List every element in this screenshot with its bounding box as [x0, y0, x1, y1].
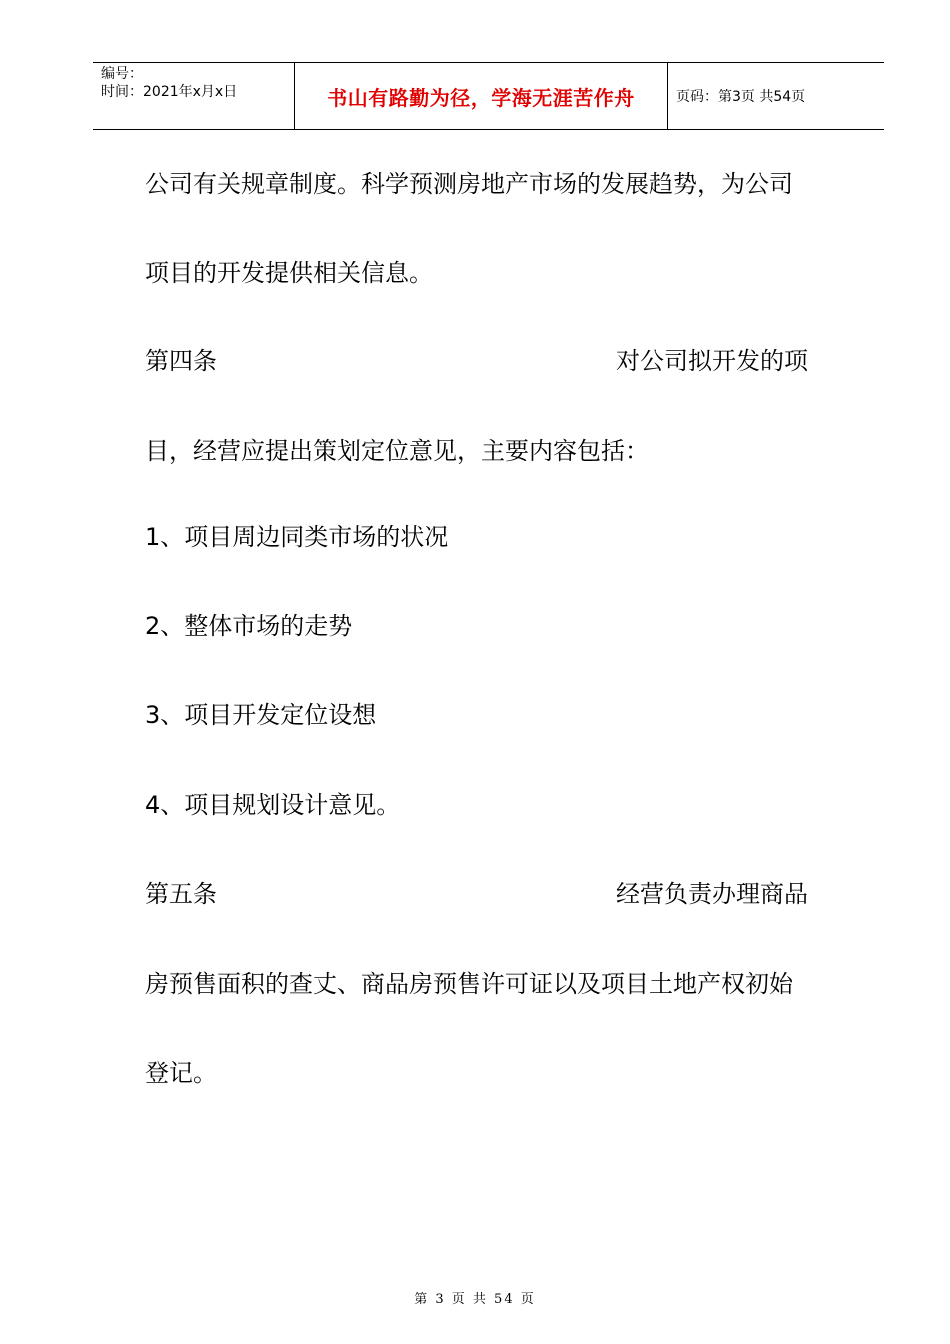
body-line: 房预售面积的查丈、商品房预售许可证以及项目土地产权初始 — [145, 970, 793, 998]
header-page-cell — [668, 63, 884, 129]
date-label: 时间：2021年x月x日 — [101, 84, 238, 100]
article-4-label: 第四条 — [145, 347, 217, 375]
page-info: 页码：第3页 共54页 — [676, 89, 806, 105]
body-line: 目，经营应提出策划定位意见，主要内容包括： — [145, 437, 649, 465]
body-line: 项目的开发提供相关信息。 — [145, 259, 433, 287]
list-item: 1、项目周边同类市场的状况 — [145, 523, 449, 551]
serial-number-label: 编号： — [101, 66, 143, 82]
document-header — [93, 62, 884, 130]
list-item: 4、项目规划设计意见。 — [145, 791, 401, 819]
article-4-text: 对公司拟开发的项 — [616, 347, 808, 375]
header-meta-cell — [93, 63, 295, 129]
list-item: 2、整体市场的走势 — [145, 612, 353, 640]
article-5-text: 经营负责办理商品 — [616, 880, 808, 908]
motto-text: 书山有路勤为径，学海无涯苦作舟 — [327, 85, 635, 110]
page-footer: 第 3 页 共 54 页 — [414, 1292, 536, 1307]
body-line: 公司有关规章制度。科学预测房地产市场的发展趋势，为公司 — [145, 170, 793, 198]
list-item: 3、项目开发定位设想 — [145, 701, 377, 729]
article-5-label: 第五条 — [145, 880, 217, 908]
header-motto-cell — [295, 63, 668, 129]
body-line: 登记。 — [145, 1059, 217, 1087]
